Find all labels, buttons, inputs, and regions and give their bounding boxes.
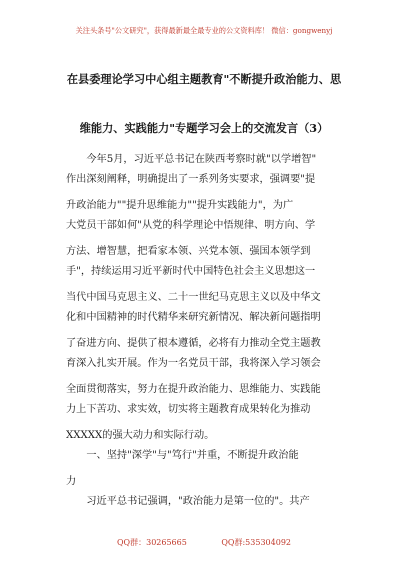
body-line: 大党员干部如何"从党的科学理论中悟规律、明方向、学 <box>66 220 316 231</box>
title-line-1: 在县委理论学习中心组主题教育"不断提升政治能力、思 <box>66 72 342 86</box>
body-line: 手"，持续运用习近平新时代中国特色社会主义思想这一 <box>66 266 316 277</box>
body-line: 习近平总书记强调，"政治能力是第一位的"。共产 <box>66 496 310 507</box>
section-heading-1: 一、坚持"深学"与"笃行"并重，不断提升政治能 <box>66 450 299 461</box>
body-line: 升政治能力""提升思维能力""提升实践能力"，为广 <box>66 200 294 211</box>
body-line: 方法、增智慧，把看家本领、兴党本领、强国本领学到 <box>66 246 311 257</box>
body-line: XXXXX的强大动力和实际行动。 <box>66 430 215 441</box>
header-promo-text: 关注头条号"公文研究"，获得最新最全最专业的公文资料库！ 微信：gongwenyj <box>75 26 333 35</box>
section-heading-1-cont: 力 <box>66 476 77 487</box>
body-line: 全面贯彻落实，努力在提升政治能力、思维能力、实践能 <box>66 384 321 395</box>
body-line: 育深入扎实开展。作为一名党员干部，我将深入学习领会 <box>66 358 321 369</box>
body-line: 力上下苦功、求实效，切实将主题教育成果转化为推动 <box>66 404 311 415</box>
body-line: 化和中国精神的时代精华来研究新情况、解决新问题指明 <box>66 312 321 323</box>
body-line: 了奋进方向、提供了根本遵循，必将有力推动全党主题教 <box>66 338 321 349</box>
body-line: 作出深刻阐释，明确提出了一系列务实要求，强调要"提 <box>66 174 316 185</box>
body-line: 当代中国马克思主义、二十一世纪马克思主义以及中华文 <box>66 292 321 303</box>
footer <box>0 537 408 548</box>
title-line-2: 维能力、实践能力"专题学习会上的交流发言（3） <box>79 121 329 135</box>
footer-qq-group-1: QQ群：30265665 <box>116 538 187 547</box>
body-line: 今年5月，习近平总书记在陕西考察时就"以学增智" <box>66 154 317 165</box>
footer-qq-group-2: QQ群:535304092 <box>221 538 291 547</box>
